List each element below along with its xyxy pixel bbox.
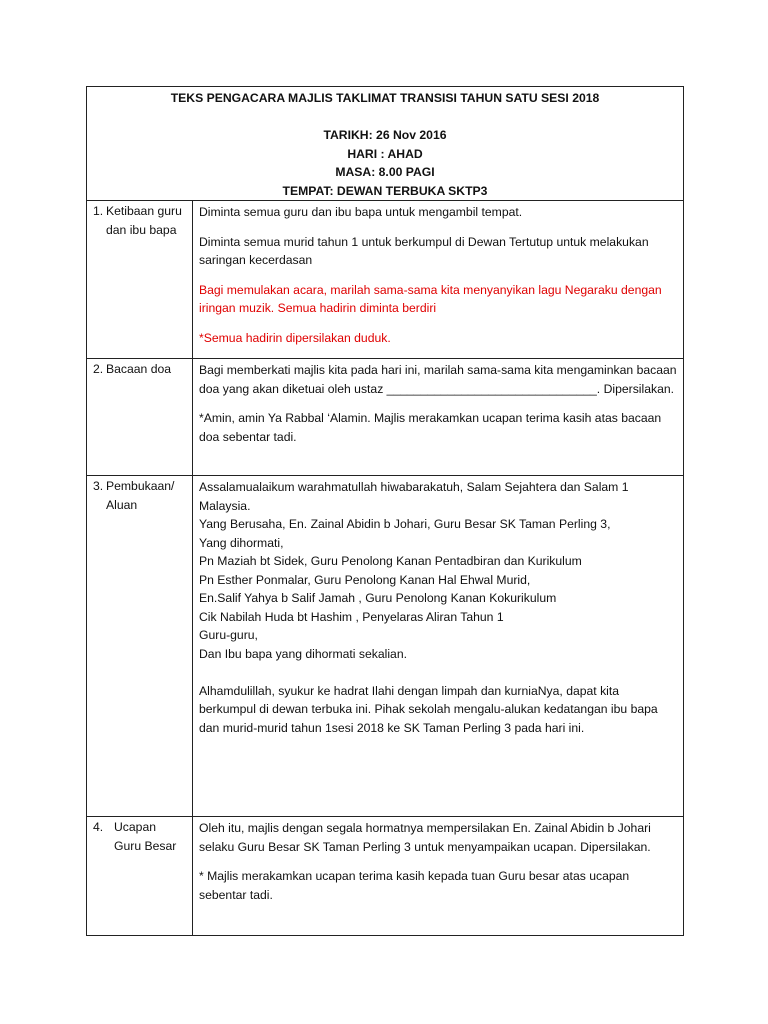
greeting-line: Yang Berusaha, En. Zainal Abidin b Johari, Guru Besar SK Taman Perling 3,: [199, 517, 611, 531]
section-content-cell: [193, 201, 684, 359]
event-day: HARI : AHAD: [347, 146, 423, 161]
section-label: Ketibaan guru dan ibu bapa: [106, 204, 182, 237]
greeting-line: Dan Ibu bapa yang dihormati sekalian.: [199, 646, 407, 661]
greeting-line: Yang dihormati,: [199, 535, 284, 550]
greeting-line: Guru-guru,: [199, 628, 258, 642]
paragraph: *Amin, amin Ya Rabbal ‘Alamin. Majlis merakamkan ucapan terima kasih atas bacaan doa sebentar tadi.: [199, 411, 662, 444]
section-row: [87, 359, 684, 476]
section-row: [87, 817, 684, 936]
paragraph: Diminta semua murid tahun 1 untuk berkumpul di Dewan Tertutup untuk melakukan saringan kecerdasan: [199, 234, 649, 267]
paragraph: Diminta semua guru dan ibu bapa untuk mengambil tempat.: [199, 205, 523, 219]
program-script-table: [86, 86, 684, 936]
section-label-cell: [87, 359, 193, 476]
section-label-cell: [87, 476, 193, 817]
section-label: Ucapan Guru Besar: [114, 820, 177, 853]
section-label-cell: [87, 817, 193, 936]
greeting-line: Cik Nabilah Huda bt Hashim , Penyelaras Aliran Tahun 1: [199, 609, 504, 624]
paragraph: Bagi memberkati majlis kita pada hari ini, marilah sama-sama kita mengaminkan bacaan doa yang akan diketuai oleh ustaz _______________________________. Dipersilakan.: [199, 363, 677, 396]
section-number: 2.: [93, 362, 104, 376]
event-time: MASA: 8.00 PAGI: [335, 165, 435, 179]
paragraph: Oleh itu, majlis dengan segala hormatnya mempersilakan En. Zainal Abidin b Johari selaku Guru Besar SK Taman Perling 3 untuk menyampaikan ucapan. Dipersilakan.: [199, 821, 651, 854]
section-number: 4.: [93, 820, 104, 834]
section-content-cell: [193, 476, 684, 817]
section-number: 1.: [93, 204, 104, 218]
document-title: TEKS PENGACARA MAJLIS TAKLIMAT TRANSISI TAHUN SATU SESI 2018: [170, 91, 600, 105]
greeting-line: Pn Esther Ponmalar, Guru Penolong Kanan Hal Ehwal Murid,: [199, 572, 531, 587]
section-content-cell: [193, 359, 684, 476]
section-content-cell: [193, 817, 684, 936]
section-label: Pembukaan/ Aluan: [106, 479, 175, 512]
greeting-line: Pn Maziah bt Sidek, Guru Penolong Kanan Pentadbiran dan Kurikulum: [199, 554, 582, 568]
closing-paragraph: Alhamdulillah, syukur ke hadrat Ilahi dengan limpah dan kurniaNya, dapat kita berkumpul di dewan terbuka ini. Pihak sekolah mengalu-alukan kedatangan ibu bapa dan murid-murid tahun 1sesi 2018 ke SK Taman Perling 3 pada hari ini.: [199, 683, 658, 735]
header-cell: [87, 87, 684, 201]
section-number: 3.: [93, 479, 104, 493]
event-date: TARIKH: 26 Nov 2016: [323, 128, 447, 142]
header-row: [87, 87, 684, 201]
event-venue: TEMPAT: DEWAN TERBUKA SKTP3: [282, 183, 488, 198]
paragraph-highlight: *Semua hadirin dipersilakan duduk.: [199, 330, 391, 345]
paragraph: * Majlis merakamkan ucapan terima kasih kepada tuan Guru besar atas ucapan sebentar tadi.: [199, 869, 630, 902]
greeting-line: Assalamualaikum warahmatullah hiwabarakatuh, Salam Sejahtera dan Salam 1 Malaysia.: [199, 480, 629, 513]
section-row: [87, 476, 684, 817]
section-row: [87, 201, 684, 359]
section-label: Bacaan doa: [106, 362, 172, 376]
greeting-line: En.Salif Yahya b Salif Jamah , Guru Penolong Kanan Kokurikulum: [199, 591, 557, 605]
section-label-cell: [87, 201, 193, 359]
paragraph-highlight: Bagi memulakan acara, marilah sama-sama kita menyanyikan lagu Negaraku dengan iringan muzik. Semua hadirin diminta berdiri: [199, 282, 662, 315]
